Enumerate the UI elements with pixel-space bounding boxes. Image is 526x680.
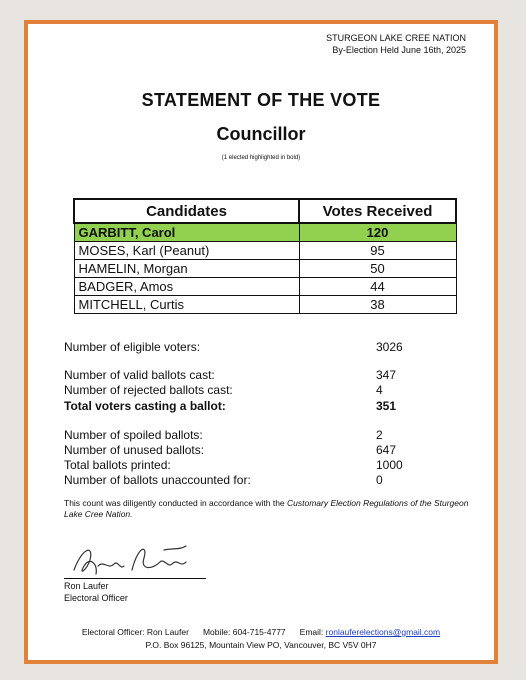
- stat-unused: [64, 443, 397, 457]
- document-header: [326, 32, 466, 56]
- email-link[interactable]: ronlauferelections@gmail.com: [325, 627, 441, 637]
- votes-header: Votes Received: [299, 199, 456, 223]
- table-row: [74, 242, 456, 260]
- stat-value: 347: [376, 368, 397, 382]
- table-row: [74, 296, 456, 314]
- stat-label: Number of ballots unaccounted for:: [64, 473, 251, 487]
- signatory-role: Electoral Officer: [64, 593, 128, 603]
- stat-label: Number of rejected ballots cast:: [64, 383, 233, 397]
- document-page: [24, 20, 498, 664]
- footer-officer: Electoral Officer: Ron Laufer: [81, 627, 189, 637]
- candidate-name: MITCHELL, Curtis: [74, 296, 299, 314]
- stat-printed: [64, 458, 403, 472]
- nation-name: STURGEON LAKE CREE NATION: [326, 33, 466, 43]
- stat-value: 1000: [376, 458, 403, 472]
- footer-email-label: Email:: [299, 627, 324, 637]
- signatory-name: Ron Laufer: [64, 581, 109, 591]
- candidate-votes: 38: [299, 296, 456, 314]
- election-date: By-Election Held June 16th, 2025: [332, 45, 466, 55]
- candidate-votes: 44: [299, 278, 456, 296]
- paragraph-text: This count was diligently conducted in accordance with the: [64, 498, 288, 508]
- signature-line: [64, 578, 206, 579]
- footer-contact: [28, 627, 494, 637]
- stat-unaccounted: [64, 473, 383, 487]
- signatory: [64, 580, 128, 604]
- regulations-reference: Customary Election Regulations of the Sturgeon Lake Cree Nation.: [64, 498, 469, 519]
- table-row: [74, 223, 456, 242]
- stat-label: Number of unused ballots:: [64, 443, 205, 457]
- stat-label: Number of valid ballots cast:: [64, 368, 215, 382]
- stat-value: 3026: [376, 340, 403, 354]
- candidates-header: Candidates: [74, 199, 299, 223]
- stat-value: 647: [376, 443, 397, 457]
- table-header-row: [74, 199, 456, 223]
- stat-label: Total voters casting a ballot:: [64, 399, 226, 413]
- stat-value: 4: [376, 383, 383, 397]
- candidate-votes: 50: [299, 260, 456, 278]
- page-title: STATEMENT OF THE VOTE: [141, 90, 381, 110]
- stat-valid: [64, 368, 397, 382]
- footer-address: P.O. Box 96125, Mountain View PO, Vancouver, BC V5V 0H7: [145, 640, 377, 650]
- stat-label: Number of spoiled ballots:: [64, 428, 203, 442]
- table-row: [74, 260, 456, 278]
- elected-note: (1 elected highlighted in bold): [221, 155, 301, 161]
- table-row: [74, 278, 456, 296]
- stat-spoiled: [64, 428, 383, 442]
- stat-total: [64, 399, 397, 413]
- stat-eligible: [64, 340, 403, 354]
- stat-value: 2: [376, 428, 383, 442]
- footer-mobile: Mobile: 604-715-4777: [202, 627, 286, 637]
- candidate-name: BADGER, Amos: [74, 278, 299, 296]
- position-title: Councillor: [216, 124, 306, 144]
- candidate-name: GARBITT, Carol: [74, 223, 299, 242]
- candidate-votes: 120: [299, 223, 456, 242]
- candidate-name: HAMELIN, Morgan: [74, 260, 299, 278]
- stat-rejected: [64, 383, 383, 397]
- stat-label: Total ballots printed:: [64, 458, 171, 472]
- stat-value: 351: [376, 399, 397, 413]
- certification-paragraph: [64, 498, 474, 520]
- results-table: [73, 198, 457, 314]
- stat-label: Number of eligible voters:: [64, 340, 201, 354]
- candidate-name: MOSES, Karl (Peanut): [74, 242, 299, 260]
- stat-value: 0: [376, 473, 383, 487]
- candidate-votes: 95: [299, 242, 456, 260]
